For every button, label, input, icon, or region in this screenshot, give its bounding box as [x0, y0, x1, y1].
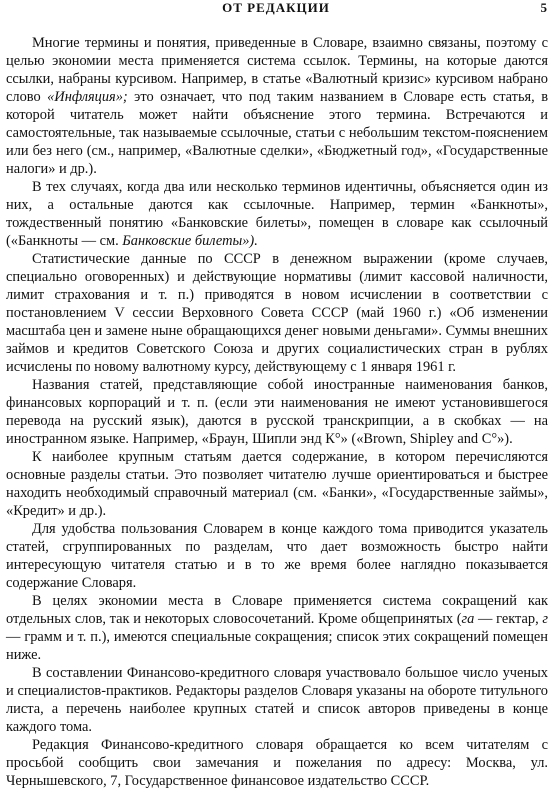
paragraph-contributors: В составлении Финансово-кредитного словаря участвовало большое число ученых и специалистов-практиков. Редакторы разделов Словаря указаны на обороте титульного листа, а перечень наиболее крупных статей и список авторов приведены в конце каждого тома. [6, 665, 548, 735]
paragraph-identical-terms: В тех случаях, когда два или несколько терминов идентичны, объясняется один из них, а остальные даются как ссылочные. Например, термин «Банкноты», тождественный понятию «Банковские билеты», помещен в словаре как ссылочный («Банкноты — см. Банковские билеты»). [6, 179, 548, 249]
body-text [6, 34, 548, 790]
paragraph-abbreviations: В целях экономии места в Словаре применяется система сокращений как отдельных слов, так и некоторых словосочетаний. Кроме общепринятых (га — гектар, г — грамм и т. п.), имеются специальные сокращения; список этих сокращений помещен ниже. [6, 593, 548, 663]
paragraph-cross-references: Многие термины и понятия, приведенные в Словаре, взаимно связаны, поэтому с целью экономии места применяется система ссылок. Термины, на которые даются ссылки, набраны курсивом. Например, в статье «Валютный кризис» курсивом набрано слово «Инфляция»; это означает, что под таким названием в Словаре есть статья, в которой читатель может найти объяснение этого термина. Встречаются и самостоятельные, так называемые ссылочные, статьи с небольшим текстом-пояснением или без него (см., например, «Валютные сделки», «Бюджетный год», «Государственные налоги» и др.). [6, 35, 548, 177]
paragraph-index: Для удобства пользования Словарем в конце каждого тома приводится указатель статей, сгруппированных по разделам, что дает возможность быстро найти интересующую читателя статью и в то же время более наглядно показывается содержание Словаря. [6, 521, 548, 591]
paragraph-foreign-names: Названия статей, представляющие собой иностранные наименования банков, финансовых корпораций и т. п. (если эти наименования не имеют установившегося перевода на русский язык), даются в русской транскрипции, а в скобках — на иностранном языке. Например, «Браун, Шипли энд К°» («Brown, Shipley and C°»). [6, 377, 548, 447]
header-title: ОТ РЕДАКЦИИ [222, 0, 330, 15]
running-header [0, 0, 552, 16]
page-number: 5 [540, 0, 548, 15]
paragraph-contents: К наиболее крупным статьям дается содержание, в котором перечисляются основные разделы статьи. Это позволяет читателю лучше ориентироваться и быстрее находить необходимый справочный материал (см. «Банки», «Государственные займы», «Кредит» и др.). [6, 449, 548, 519]
paragraph-statistics: Статистические данные по СССР в денежном выражении (кроме случаев, специально оговоренных) и действующие нормативы (лимит кассовой наличности, лимит страхования и т. п.) приводятся в новом исчислении в соответствии с постановлением V сессии Верховного Совета СССР (май 1960 г.) «Об изменении масштаба цен и замене ныне обращающихся денег новыми деньгами». Суммы внешних займов и кредитов Советского Союза и других социалистических стран в рублях исчислены по новому валютному курсу, действующему с 1 января 1961 г. [6, 251, 548, 375]
paragraph-address: Редакция Финансово-кредитного словаря обращается ко всем читателям с просьбой сообщить свои замечания и пожелания по адресу: Москва, ул. Чернышевского, 7, Государственное финансовое издательство СССР. [6, 737, 548, 789]
